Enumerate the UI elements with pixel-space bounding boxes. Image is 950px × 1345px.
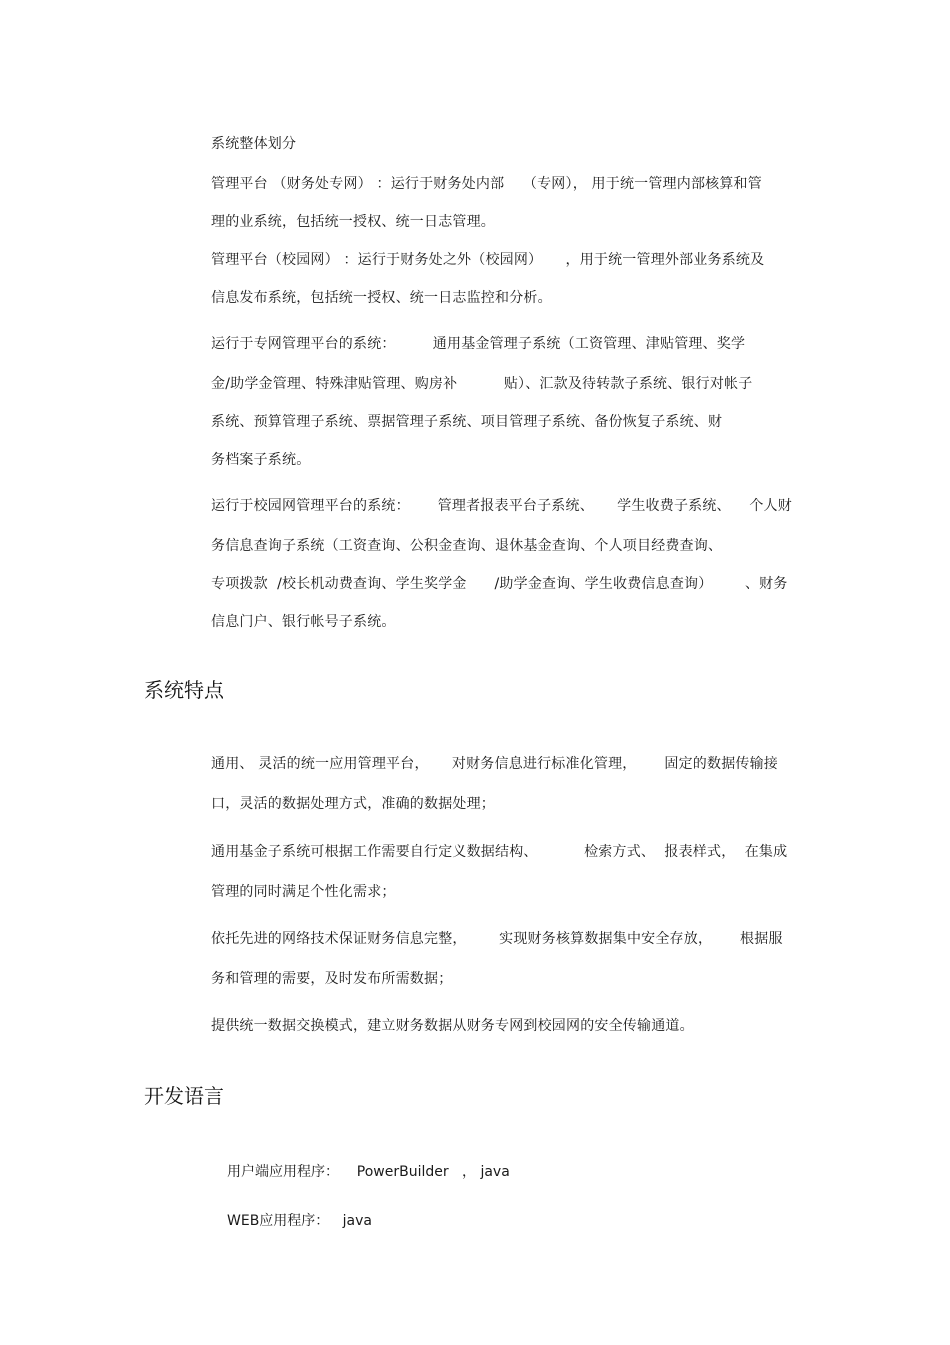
client-app-line: 用户端应用程序： PowerBuilder ， java xyxy=(227,1164,510,1180)
text-line: 信息发布系统，包括统一授权、统一日志监控和分析。 xyxy=(211,290,552,306)
text-line: 信息门户、银行帐号子系统。 xyxy=(211,614,396,630)
text-line: 通用基金子系统可根据工作需要自行定义数据结构、 检索方式、 报表样式， 在集成 xyxy=(211,844,788,860)
section-language-heading: 开发语言 xyxy=(144,1084,224,1108)
text-line: 管理平台（校园网） ：运行于财务处之外（校园网） ，用于统一管理外部业务系统及 xyxy=(211,252,765,268)
text-line: 管理的同时满足个性化需求； xyxy=(211,884,396,900)
text-line: 通用、 灵活的统一应用管理平台， 对财务信息进行标准化管理， 固定的数据传输接 xyxy=(211,756,778,772)
text-line: 专项拨款 /校长机动费查询、学生奖学金 /助学金查询、学生收费信息查询） 、财务 xyxy=(211,576,788,592)
text-line: 运行于校园网管理平台的系统： 管理者报表平台子系统、 学生收费子系统、 个人财 xyxy=(211,498,792,514)
text-line: 运行于专网管理平台的系统： 通用基金管理子系统（工资管理、津贴管理、奖学 xyxy=(211,336,746,352)
section-features-heading: 系统特点 xyxy=(144,678,224,702)
web-app-line: WEB应用程序： java xyxy=(227,1213,372,1229)
text-line: 依托先进的网络技术保证财务信息完整， 实现财务核算数据集中安全存放， 根据服 xyxy=(211,931,783,947)
text-line: 口，灵活的数据处理方式，准确的数据处理； xyxy=(211,796,495,812)
text-line: 务档案子系统。 xyxy=(211,452,311,468)
text-line: 务和管理的需要，及时发布所需数据； xyxy=(211,971,453,987)
text-line: 提供统一数据交换模式，建立财务数据从财务专网到校园网的安全传输通道。 xyxy=(211,1018,694,1034)
text-line: 系统、预算管理子系统、票据管理子系统、项目管理子系统、备份恢复子系统、财 xyxy=(211,414,723,430)
text-line: 务信息查询子系统（工资查询、公积金查询、退休基金查询、个人项目经费查询、 xyxy=(211,538,723,554)
section-overview-title: 系统整体划分 xyxy=(211,136,297,152)
text-line: 金/助学金管理、特殊津贴管理、购房补 贴）、汇款及待转款子系统、银行对帐子 xyxy=(211,376,753,392)
text-line: 理的业系统，包括统一授权、统一日志管理。 xyxy=(211,214,495,230)
text-line: 管理平台 （财务处专网） ：运行于财务处内部 （专网）， 用于统一管理内部核算和管 xyxy=(211,176,762,192)
